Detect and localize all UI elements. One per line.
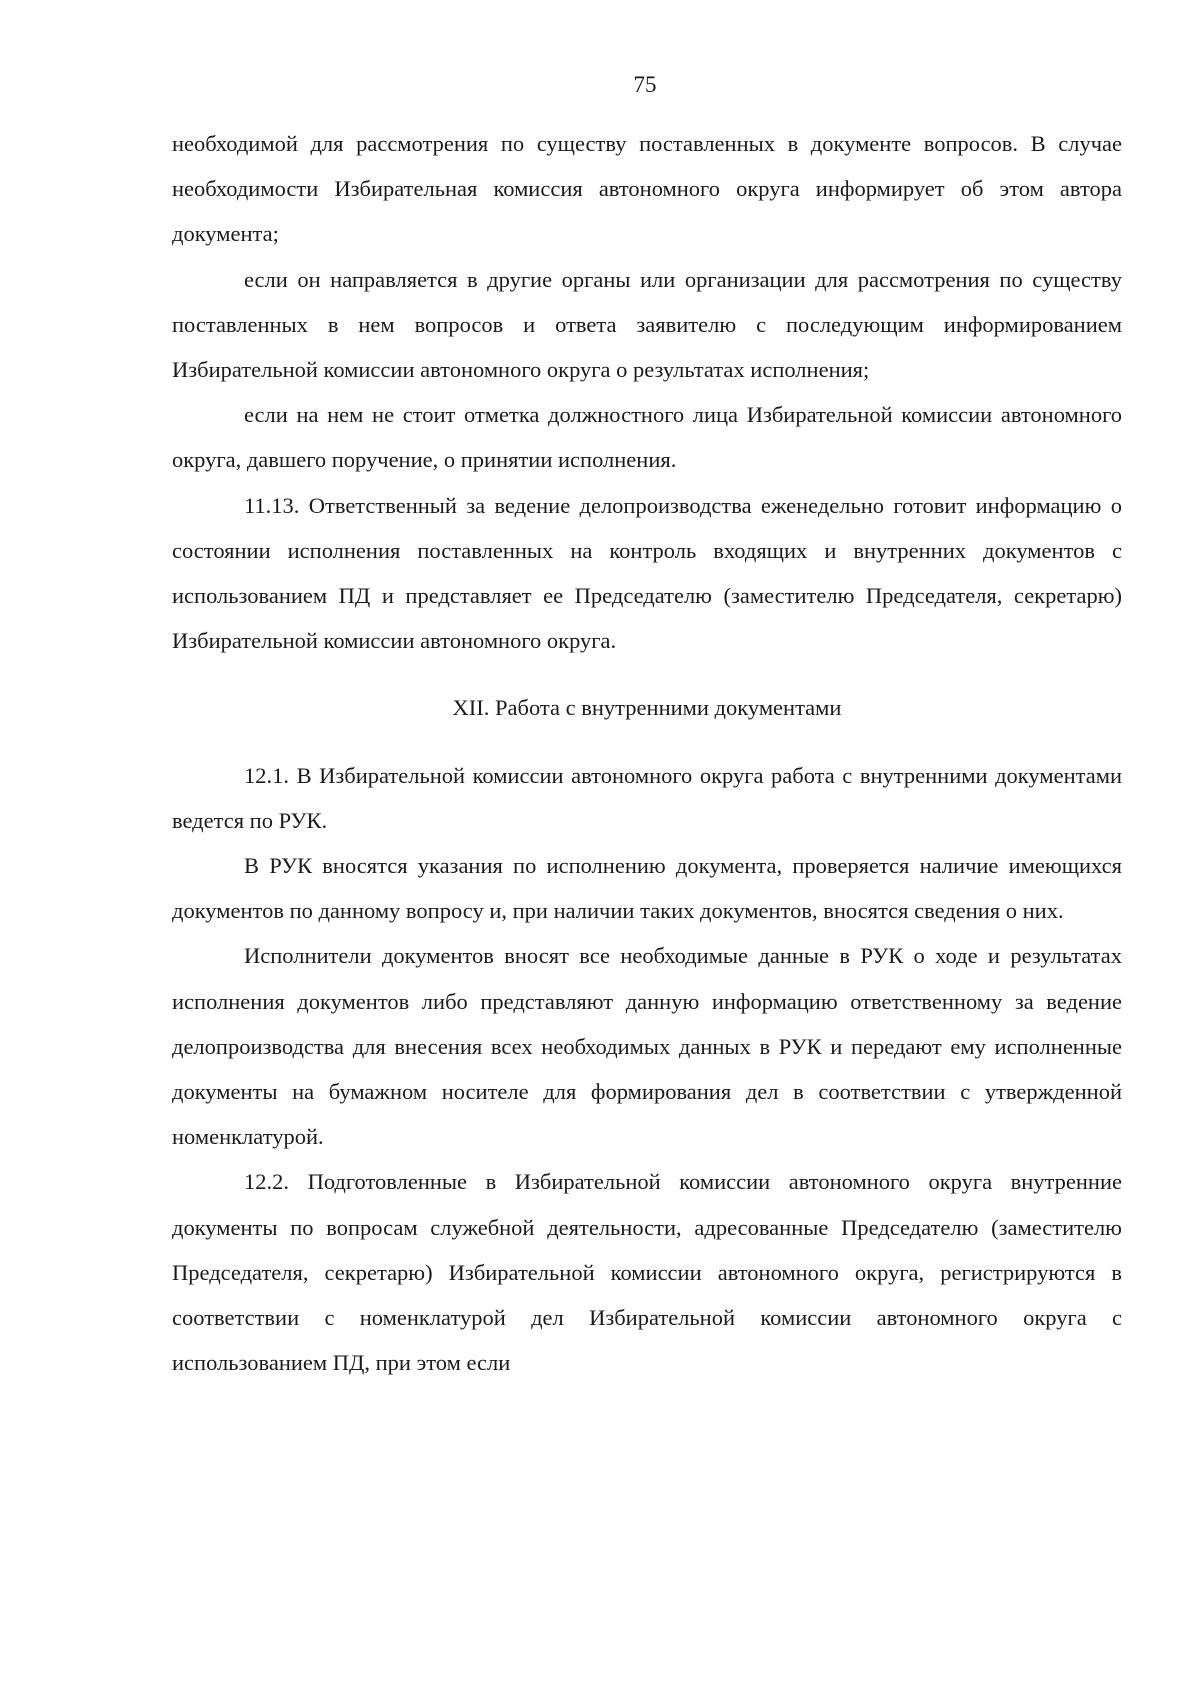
paragraph: Исполнители документов вносят все необходимые данные в РУК о ходе и результатах исполнения документов либо представляют данную информацию ответственному за ведение делопроизводства для внесения всех необходимых данных в РУК и передают ему исполненные документы на бумажном носителе для формирования дел в соответствии с утвержденной номенклатурой. [172, 943, 1122, 1150]
paragraph-11-13: 11.13. Ответственный за ведение делопроизводства еженедельно готовит информацию о состоянии исполнения поставленных на контроль входящих и внутренних документов с использованием ПД и представляет ее Председателю (заместителю Председателя, секретарю) Избирательной комиссии автономного округа. [172, 492, 1122, 654]
section-heading: XII. Работа с внутренними документами [452, 695, 842, 721]
paragraph: В РУК вносятся указания по исполнению документа, проверяется наличие имеющихся документов по данному вопросу и, при наличии таких документов, вносятся сведения о них. [172, 853, 1122, 924]
paragraph: если он направляется в другие органы или организации для рассмотрения по существу поставленных в нем вопросов и ответа заявителю с последующим информированием Избирательной комиссии автономного округа о результатах исполнения; [172, 266, 1122, 383]
document-body [172, 121, 1122, 1385]
paragraph-12-2: 12.2. Подготовленные в Избирательной комиссии автономного округа внутренние документы по вопросам служебной деятельности, адресованные Председателю (заместителю Председателя, секретарю) Избирательной комиссии автономного округа, регистрируются в соответствии с номенклатурой дел Избирательной комиссии автономного округа с использованием ПД, при этом если [172, 1169, 1122, 1376]
page-number: 75 [633, 72, 657, 97]
paragraph-12-1: 12.1. В Избирательной комиссии автономного округа работа с внутренними документами ведется по РУК. [172, 762, 1122, 833]
paragraph-continuation: необходимой для рассмотрения по существу поставленных в документе вопросов. В случае необходимости Избирательная комиссия автономного округа информирует об этом автора документа; [172, 131, 1122, 247]
paragraph: если на нем не стоит отметка должностного лица Избирательной комиссии автономного округа, давшего поручение, о принятии исполнения. [172, 402, 1122, 473]
